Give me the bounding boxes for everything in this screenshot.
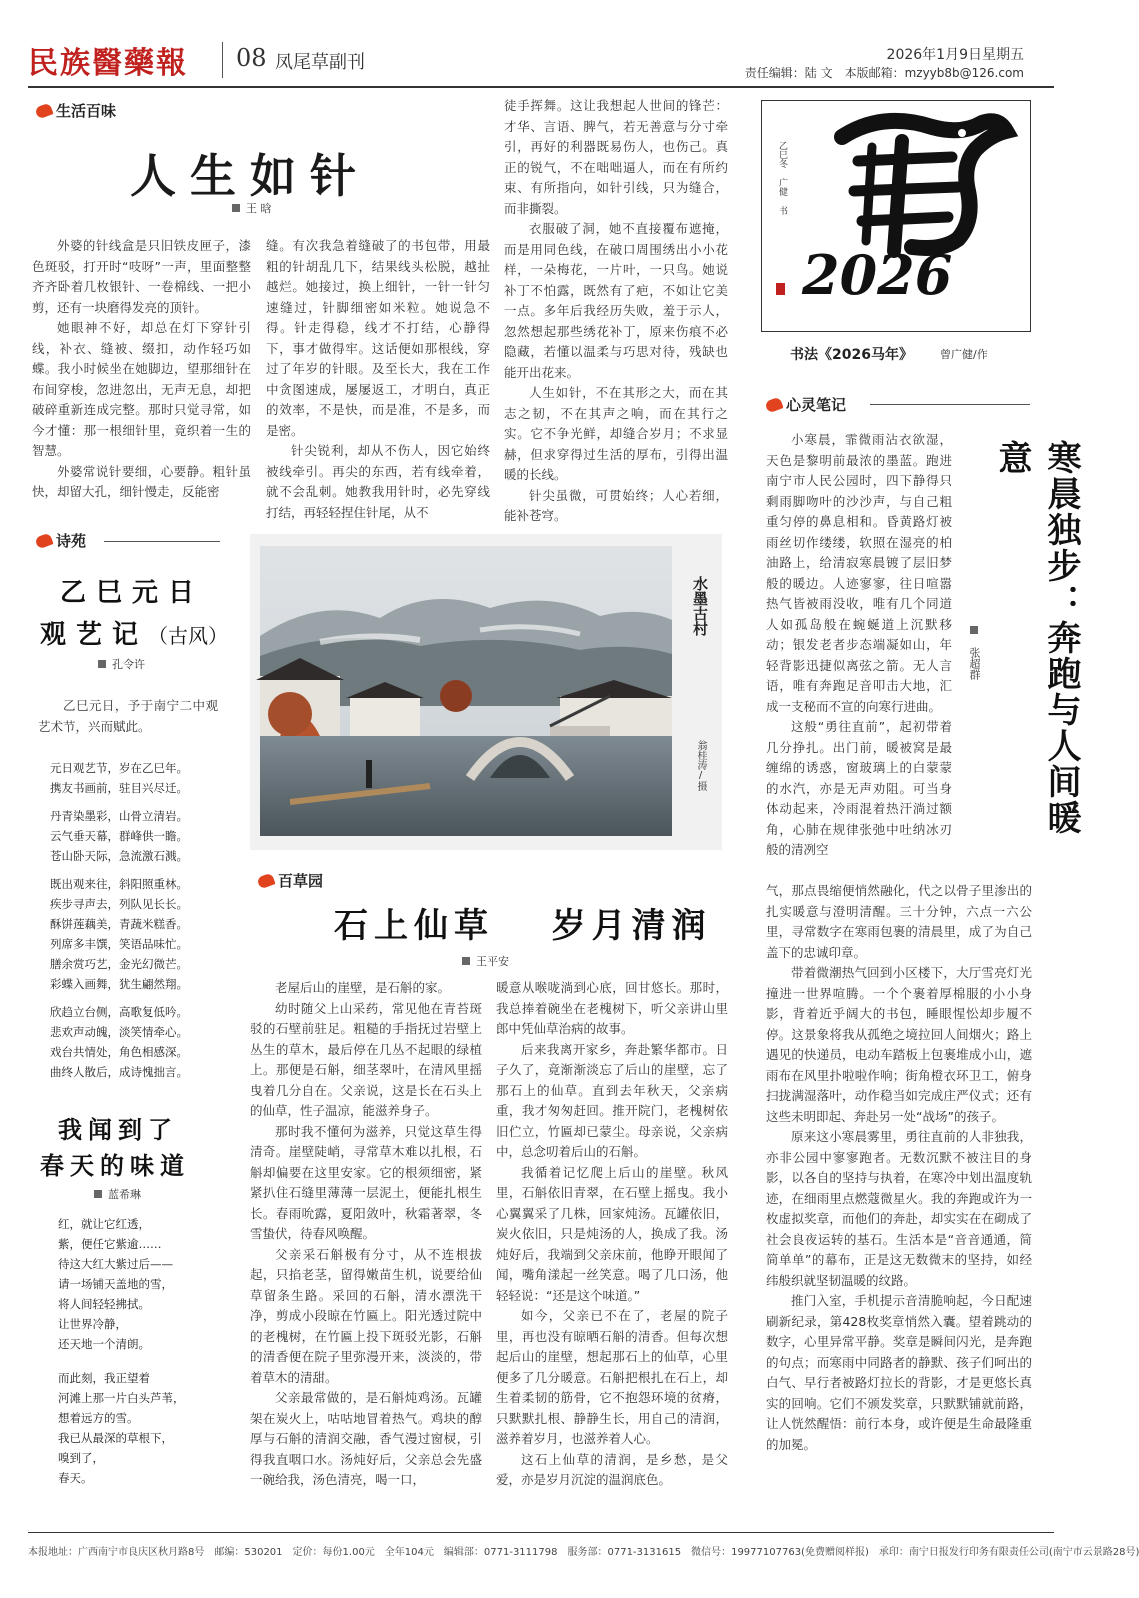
poem-line: 想着远方的雪。 [58,1411,139,1425]
paragraph: 老屋后山的崖壁，是石斛的家。 [275,980,451,995]
paragraph: 如今，父亲已不在了，老屋的院子里，再也没有晾晒石斛的清香。但每次想起后山的崖壁，想起那石上的仙草，心里便多了几分暖意。石斛把根扎在石上，却生着柔韧的筋骨，它不抱怨环境的贫瘠，只默默扎根、静静生长，用自己的清润，滋养着岁月，也滋养着人心。 [496,1308,728,1446]
paragraph: 这石上仙草的清润，是乡愁，是父爱，亦是岁月沉淀的温润底色。 [496,1451,728,1487]
section-poetry-line [104,541,220,542]
leaf-icon [34,102,53,119]
leaf-icon [34,532,53,549]
footer-info: 本报地址：广西南宁市良庆区秋月路8号 邮编：530201 定价：每份1.00元 全年104元 编辑部：0771-3111798 服务部：0771-3131615 微信号：19977107763(免费赠阅样报) 承印：南宁日报发行印务有限责任公司(南宁市云景路28号) [28,1547,1139,1558]
poem-line: 我已从最深的草根下， [58,1431,173,1445]
page-section: 凤尾草副刊 [275,52,365,73]
author-mark [232,204,240,212]
poem-line: 河滩上那一片白头芦苇， [58,1391,185,1405]
masthead-divider [222,42,223,78]
paragraph: 这般“勇往直前”，起初带着几分挣扎。出门前，暖被窝是最缠绵的诱惑，窗玻璃上的白蒙蒙的水汽，亦是无声劝阻。可当身体动起来，冷雨混着热汗淌过额角，心肺在规律张弛中吐纳冰刃般的清冽空 [766,719,952,857]
life-author-name: 王 晗 [246,202,272,215]
paragraph: 外婆的针线盒是只旧铁皮匣子，漆色斑驳，打开时“吱呀”一声，里面整整齐齐卧着几枚银针、一卷棉线、一把小剪，还有一块磨得发亮的顶针。 [32,238,251,315]
poem2-title-line1: 我闻到了 [58,1115,178,1144]
author-mark [462,957,470,965]
poem-line: 紫，便任它紫逾…… [58,1237,162,1251]
herb-author-name: 王平安 [476,955,509,968]
poem1-author-name: 孔令许 [112,658,145,671]
author-mark [94,1190,102,1198]
poem-line: 悲欢声动魄，淡笑情牵心。 [50,1025,188,1039]
poem-line: 酥饼莲藕美，青蔬米糕香。 [50,917,188,931]
life-col-2 [266,236,490,520]
paragraph: 针尖锐利，却从不伤人，因它始终被线牵引。再尖的东西，若有线牵着，就不会乱刺。她教我用针时，必先穿线打结，再轻轻捏住针尾，从不 [266,443,490,520]
poem-line: 丹青染墨彩，山骨立清岩。 [50,809,188,823]
stanza [50,758,230,798]
page-number: 08 [236,44,267,72]
life-title: 人生如针 [130,149,370,203]
paragraph: 小寒晨，霏微雨沾衣欲湿，天色是黎明前最浓的墨蓝。跑进南宁市人民公园时，四下静得只剩雨脚吻叶的沙沙声，与自己粗重匀停的鼻息相和。昏黄路灯被雨丝切作缕缕，软照在湿亮的柏油路上，给清寂寒晨镀了层旧梦般的暖边。人迹寥寥，往日喧嚣热气皆被雨没收，唯有几个同道人如孤岛般在蜿蜒道上沉默移动；银发老者步态端凝如山，年轻背影迅捷似离弦之箭。无人言语，唯有奔跑足音叩击大地，汇成一支秘而不宣的向寒行进曲。 [766,432,952,714]
calligraphy-caption: 书法《2026马年》 [790,347,913,363]
paragraph: 带着微潮热气回到小区楼下，大厅雪亮灯光撞进一世界喧腾。一个个裹着厚棉服的小小身影，背着近乎阔大的书包，睡眼惺忪却步履不停。这景象将我从孤绝之境拉回人间烟火；路上遇见的快递员，电动车踏板上包裹堆成小山，遮雨布在风里扑啦啦作响；街角橙衣环卫工，俯身扫拢满湿落叶，动作稳当如完成庄严仪式；还有这些未明即起、奔赴另一处“战场”的孩子。 [766,965,1032,1124]
section-poetry-label: 诗苑 [56,532,87,550]
poem-line: 红，就让它红透， [58,1217,150,1231]
stanza [50,806,230,866]
masthead-rule [28,86,1054,88]
herb-author [462,953,509,969]
calligraphy-author: 曾广健/作 [940,348,988,361]
herb-col-1 [250,978,482,1490]
section-herb [258,870,323,891]
seal-stamp [776,283,785,295]
poem-line: 戏台共情处，角色相感深。 [50,1045,188,1059]
paragraph: 暖意从喉咙淌到心底，回甘悠长。那时，我总捧着碗坐在老槐树下，听父亲讲山里郎中凭仙草治病的故事。 [496,980,728,1036]
section-life-label: 生活百味 [56,102,117,120]
paragraph: 推门入室，手机提示音清脆响起，今日配速刷新纪录，第428枚奖章悄然入囊。望着跳动的数字，心里异常平静。奖章是瞬间闪光，是奔跑的句点；而寒雨中同路者的静默、孩子们呵出的白气、早行者被路灯拉长的背影，才是更悠长真实的回响。它们不颁发奖章，只默默铺就前路，让人恍然醒悟：前行本身，或许便是生命最隆重的加冕。 [766,1293,1032,1452]
paragraph: 我循着记忆爬上后山的崖壁。秋风里，石斛依旧青翠，在石壁上摇曳。我小心翼翼采了几株，回家炖汤。瓦罐依旧，炭火依旧，只是炖汤的人，换成了我。汤炖好后，我端到父亲床前，他睁开眼闻了闻，嘴角漾起一丝笑意。喝了几口汤，他轻轻说：“还是这个味道。” [496,1164,728,1303]
poem-line: 嗅到了， [58,1451,104,1465]
poem-line: 列席多丰馔，笑语品味忙。 [50,937,188,951]
paragraph: 乙巳元日，予于南宁二中观艺术节，兴而赋此。 [38,698,218,734]
herb-title [334,898,712,947]
calligraphy-year: 2026 [802,243,953,307]
poem-line: 待这大红大紫过后—— [58,1257,173,1271]
poem2-body [58,1214,234,1496]
paragraph: 衣服破了洞，她不直接覆布遮掩，而是用同色线，在破口周围绣出小小花样，一朵梅花，一片叶，一只鸟。她说补丁不怕露，既然有了疤，不如让它美一点。多年后我经历失败，羞于示人，忽然想起那些绣花补丁，原来伤痕不必隐藏，若懂以温柔与巧思对待，残缺也能开出花来。 [504,221,728,380]
poem-line: 云气垂天幕，群峰供一瞻。 [50,829,188,843]
heart-author [966,626,982,680]
herb-title-part-b: 岁月清润 [551,906,712,946]
section-poetry [36,530,86,551]
paragraph: 后来我离开家乡，奔赴繁华都市。日子久了，竟渐渐淡忘了后山的崖壁，忘了那石上的仙草。直到去年秋天，父亲病重，我才匆匆赶回。推开院门，老槐树依旧伫立，竹匾却已蒙尘。母亲说，父亲病中，总念叨着后山的石斛。 [496,1041,728,1159]
section-herb-label: 百草园 [278,872,324,890]
author-mark [970,626,978,634]
calligraphy-side-note: 乙巳冬 广健 书 [777,141,787,215]
paragraph: 她眼神不好，却总在灯下穿针引线，补衣、缝被、缀扣，动作轻巧如蝶。我小时候坐在她脚边，望那细针在布间穿梭，忽进忽出，无声无息，却把破碎重新连成完整。那时只觉寻常，如今才懂：那一根细针里，竟织着一生的智慧。 [32,320,251,458]
issue-date: 2026年1月9日星期五 [886,47,1024,63]
life-col-3 [504,96,728,523]
poem-line: 还天地一个清朗。 [58,1337,150,1351]
section-life [36,100,116,121]
paragraph: 缝。有次我急着缝破了的书包带，用最粗的针胡乱几下，结果线头松脱，越扯越烂。她接过，换上细针，一针一针匀速缝过，针脚细密如米粒。她说急不得。针走得稳，线才不打结，心静得下，事才做得牢。这话便如那根线，穿过了年岁的针眼。及至长大，我在工作中贪图速成，屡屡返工，才明白，真正的效率，不是快，而是准，不是多，而是密。 [266,238,490,438]
paragraph: 气，那点畏缩便悄然融化，代之以骨子里渗出的扎实暖意与澄明清醒。三十分钟，六点一六公里，寻常数字在寒雨包裹的清晨里，成了为自己盖下的忠诚印章。 [766,883,1032,960]
life-author [232,200,272,216]
editor-line: 责任编辑：陆 文 本版邮箱：mzyyb8b@126.com [744,66,1024,80]
poem-line: 曲终人散后，成诗愧拙言。 [50,1065,188,1079]
poem-line: 欣趋立台侧，高歌复低吟。 [50,1005,188,1019]
paragraph: 父亲最常做的，是石斛炖鸡汤。瓦罐架在炭火上，咕咕地冒着热气。鸡块的醇厚与石斛的清润交融，香气漫过窗棂，引得我直咽口水。汤炖好后，父亲总会先盛一碗给我，汤色清亮，喝一口， [250,1390,482,1487]
poem-line: 请一场铺天盖地的雪， [58,1277,173,1291]
stanza [58,1214,234,1354]
herb-col-2 [496,978,728,1490]
stanza [58,1368,234,1488]
leaf-icon [256,872,275,889]
section-heart-line [870,404,1030,405]
author-mark [98,660,106,668]
paper-name: 民族醫藥報 [28,46,188,81]
heart-wide-col [766,881,1032,1493]
paragraph: 幼时随父上山采药，常见他在青苔斑驳的石壁前驻足。粗糙的手指抚过岩壁上丛生的草木，最后停在几丛不起眼的绿植上。那便是石斛，细茎翠叶，在清风里摇曳着几分自在。父亲说，这是长在石头上的仙草，性子温凉，能滋养身子。 [250,1000,482,1118]
poem-line: 让世界冷静， [58,1317,127,1331]
poem1-title-main: 观艺记 [40,620,149,650]
poem2-author-name: 蓝希琳 [108,1188,141,1201]
water-village-photo [260,546,672,836]
leaf-icon [764,396,783,413]
life-col-1 [32,236,251,514]
section-heart [766,394,846,415]
poem-line: 彩蝶入画舞，犹生翩然翔。 [50,977,188,991]
poem-line: 膳余赏巧艺，金光幻微芒。 [50,957,188,971]
paragraph: 外婆常说针要细，心要静。粗针虽快，却留大孔，细针慢走，反能密 [32,463,251,499]
paragraph: 那时我不懂何为滋养，只觉这草生得清奇。崖壁陡峭，寻常草木难以扎根，石斛却偏要在这里安家。它的根须细密，紧紧扒住石缝里薄薄一层泥土，便能扎根生长。春雨吮露，夏阳敛叶，秋霜著翠，冬雪蛰伏，待春风唤醒。 [250,1123,482,1241]
poem2-title-line2: 春天的味道 [40,1151,190,1180]
paragraph: 人生如针，不在其形之大，而在其志之韧，不在其声之响，而在其行之实。它不争光鲜，却缝合岁月；不求显赫，但求穿得过生活的厚布，引得出温暖的长线。 [504,385,728,482]
poem-line: 苍山卧天际，急流激石溅。 [50,849,188,863]
photo-credit: 翁桂涛/摄 [695,740,706,791]
poem-line: 疾步寻声去，列队见长长。 [50,897,188,911]
paragraph: 原来这小寒晨雾里，勇往直前的人非独我，亦非公园中寥寥跑者。无数沉默不被注目的身影，以各自的坚持与执着，在寒冷中划出温度轨迹，在细雨里点燃蔻微星火。我的奔跑或许为一枚虚拟奖章，而他们的奔赴，却实实在在砌成了社会良夜运转的基石。生活本是“音音通通，简简单单”的幕布，正是这无数微末的坚持，如经纬般织就坚韧温暖的纹路。 [766,1129,1032,1288]
poem-line: 将人间轻轻拂拭。 [58,1297,150,1311]
poem1-title-line2 [40,614,228,651]
paragraph: 针尖虽微，可贯始终；人心若细，能补苍穹。 [504,487,728,523]
herb-title-part-a: 石上仙草 [334,906,494,946]
poem1-title-line1: 乙巳元日 [60,578,205,608]
stanza [50,874,230,994]
poem-line: 而此刻，我正望着 [58,1371,150,1385]
poem-line: 携友书画前，驻目兴尽迁。 [50,781,188,795]
poem-line: 既出观来往，斜阳照重林。 [50,877,188,891]
poem1-body [50,758,230,1090]
heart-narrow-col [766,430,952,880]
photo-title: 水墨古村 [691,576,709,636]
poem-line: 春天。 [58,1471,93,1485]
poem2-author [94,1186,141,1202]
stanza [50,1002,230,1082]
paragraph: 父亲采石斛极有分寸，从不连根拔起，只掐老茎，留得嫩苗生机，说要给仙草留条生路。采回的石斛，清水漂洗干净，剪成小段晾在竹匾上。阳光透过院中的老槐树，在竹匾上投下斑驳光影，石斛的清香便在院子里弥漫开来，淡淡的，带着草木的清甜。 [250,1246,482,1385]
poem1-preface [38,696,218,737]
heart-author-name: 张超群 [968,647,981,680]
poem-line: 元日观艺节，岁在乙巳年。 [50,761,188,775]
footer-rule [28,1532,1054,1533]
paragraph: 徒手挥舞。这让我想起人世间的锋芒：才华、言语、脾气，若无善意与分寸牵引，再好的利器既易伤人，也伤己。真正的锐气，不在咄咄逼人，而在有所约束、有所指向，如针引线，只为缝合，而非撕裂。 [504,98,728,216]
photo-panel [250,534,722,850]
heart-title: 寒晨独步：奔跑与人间暖意 [992,440,1081,836]
section-heart-label: 心灵笔记 [786,396,847,414]
poem1-author [98,656,145,672]
calligraphy-frame [761,100,1031,332]
poem1-title-suffix: （古风） [148,624,229,648]
